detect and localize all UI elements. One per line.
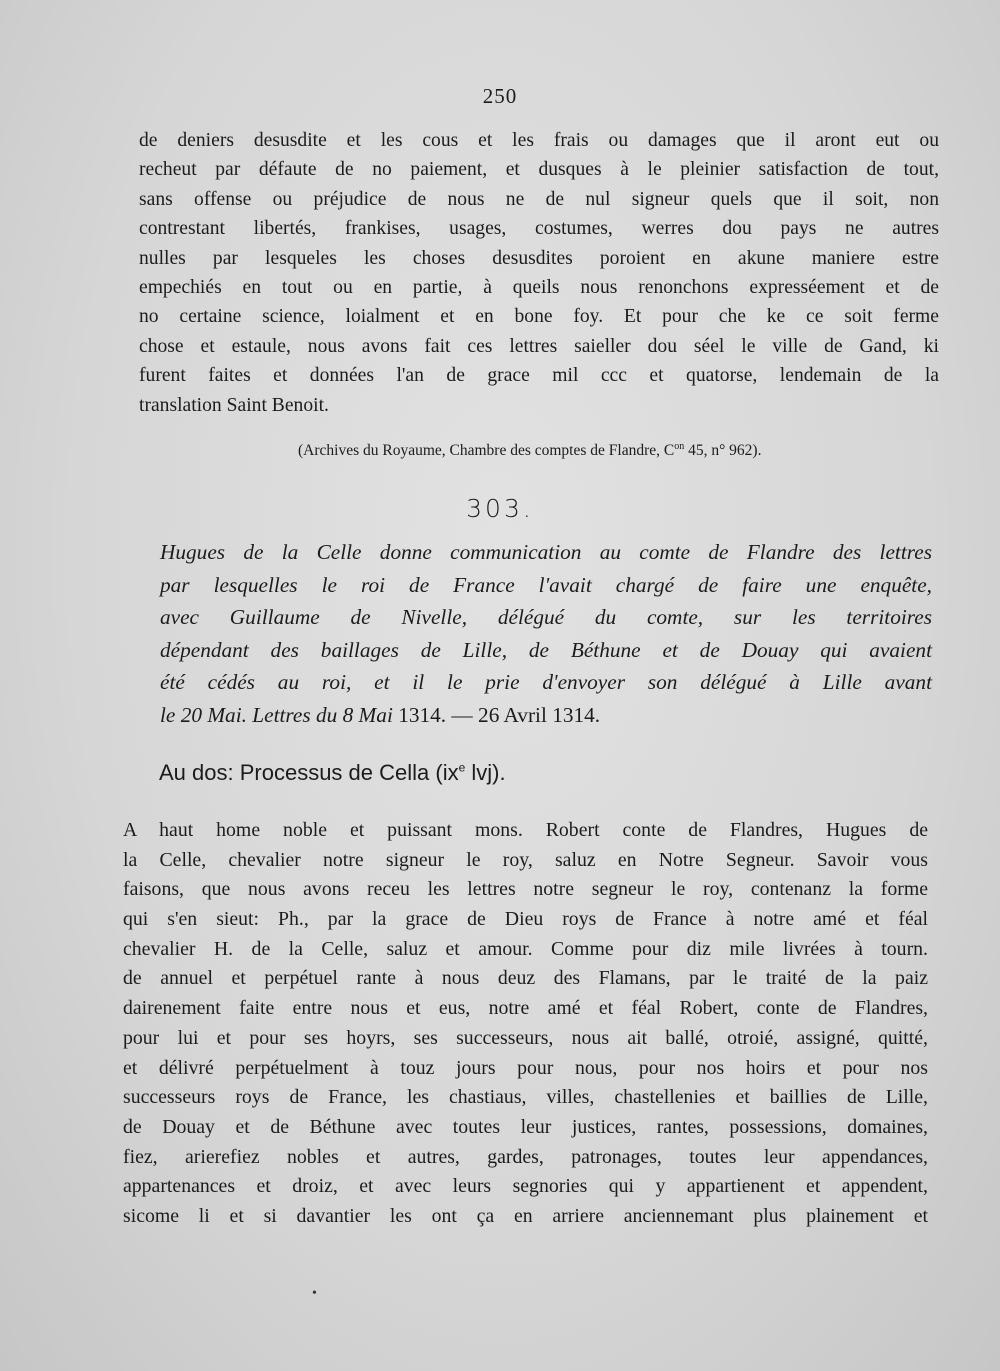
citation-text: (Archives du Royaume, Chambre des comptes de Flandre, C <box>298 442 675 460</box>
endorsement-rest: lvj). <box>465 760 506 785</box>
letter-line: de annuel et perpétuel rante à nous deuz des Flamans, par le traité de la paiz <box>123 967 928 990</box>
letter-line: A haut home noble et puissant mons. Robert conte de Flandres, Hugues de <box>123 819 928 841</box>
citation-rest: 45, n° 962). <box>684 442 762 460</box>
top-paragraph <box>139 126 939 420</box>
summary-year: 1314. <box>398 702 447 727</box>
paragraph-line: chose et estaule, nous avons fait ces lettres saieller dou séel le ville de Gand, ki <box>139 335 939 357</box>
summary-line: Hugues de la Celle donne communication au comte de Flandre des lettres <box>160 540 932 564</box>
summary-date-line <box>160 699 932 732</box>
endorsement-heading <box>159 760 506 786</box>
citation-superscript: on <box>674 441 685 452</box>
document-number: 303. <box>466 494 534 523</box>
document-summary <box>160 536 932 731</box>
letter-line: de Douay et de Béthune avec toutes leur justices, rantes, possessions, domaines, <box>123 1115 928 1138</box>
paragraph-line: recheut par défaute de no paiement, et dusques à le pleinier satisfaction de tout, <box>139 159 939 181</box>
paragraph-line: no certaine science, loialment et en bone foy. Et pour che ke ce soit ferme <box>139 306 939 328</box>
paragraph-line: furent faites et données l'an de grace mil ccc et quatorse, lendemain de la <box>139 365 939 387</box>
letter-paragraph <box>123 816 928 1232</box>
archive-citation <box>298 441 918 460</box>
footer-mark: • <box>312 1286 317 1301</box>
letter-line: appartenances et droiz, et avec leurs segnories qui y appartienent et appendent, <box>123 1175 928 1198</box>
paragraph-line: de deniers desusdite et les cous et les frais ou damages que il aront eut ou <box>139 130 939 151</box>
letter-line: fiez, arierefiez nobles et autres, gardes, patronages, toutes leur appendances, <box>123 1145 928 1168</box>
letter-line: et délivré perpétuelment à touz jours pour nous, pour nos hoirs et pour nos <box>123 1056 928 1079</box>
summary-line: été cédés au roi, et il le prie d'envoyer son délégué à Lille avant <box>160 670 932 694</box>
summary-line: dépendant des baillages de Lille, de Béthune et de Douay qui avaient <box>160 637 932 662</box>
paragraph-line: translation Saint Benoit. <box>139 394 329 416</box>
letter-line: la Celle, chevalier notre signeur le roy, saluz en Notre Segneur. Savoir vous <box>123 848 928 871</box>
letter-line: qui s'en sieut: Ph., par la grace de Dieu roys de France à notre amé et féal <box>123 908 928 931</box>
letter-line: faisons, que nous avons receu les lettres notre segneur le roy, contenanz la forme <box>123 878 928 901</box>
paragraph-line: sans offense ou préjudice de nous ne de nul signeur quels que il soit, non <box>139 188 939 210</box>
letter-line: dairenement faite entre nous et eus, notre amé et féal Robert, conte de Flandres, <box>123 997 928 1020</box>
endorsement-superscript: e <box>458 760 466 775</box>
letter-line: chevalier H. de la Celle, saluz et amour. Comme pour diz mile livrées à tourn. <box>123 937 928 960</box>
paragraph-line: empechiés en tout ou en partie, à queils nous renonchons expresséement et de <box>139 276 939 298</box>
summary-line: avec Guillaume de Nivelle, délégué du comte, sur les territoires <box>160 605 932 629</box>
endorsement-text: Au dos: Processus de Cella (ix <box>159 760 459 785</box>
paragraph-line: nulles par lesqueles les choses desusdites poroient en akune maniere estre <box>139 247 939 269</box>
summary-prefix: le 20 Mai. Lettres du 8 Mai <box>160 702 399 727</box>
paragraph-line: contrestant libertés, frankises, usages, costumes, werres dou pays ne autres <box>139 218 939 240</box>
page-number: 250 <box>482 84 518 108</box>
letter-line: pour lui et pour ses hoyrs, ses successeurs, nous ait ballé, otroié, assigné, quitté, <box>123 1026 928 1049</box>
summary-line: par lesquelles le roi de France l'avait chargé de faire une enquête, <box>160 572 932 597</box>
letter-line: sicome li et si davantier les ont ça en arriere anciennemant plus plainement et <box>123 1204 928 1227</box>
summary-date: — 26 Avril 1314. <box>446 702 601 727</box>
letter-line: successeurs roys de France, les chastiaus, villes, chastellenies et baillies de Lille, <box>123 1086 928 1109</box>
